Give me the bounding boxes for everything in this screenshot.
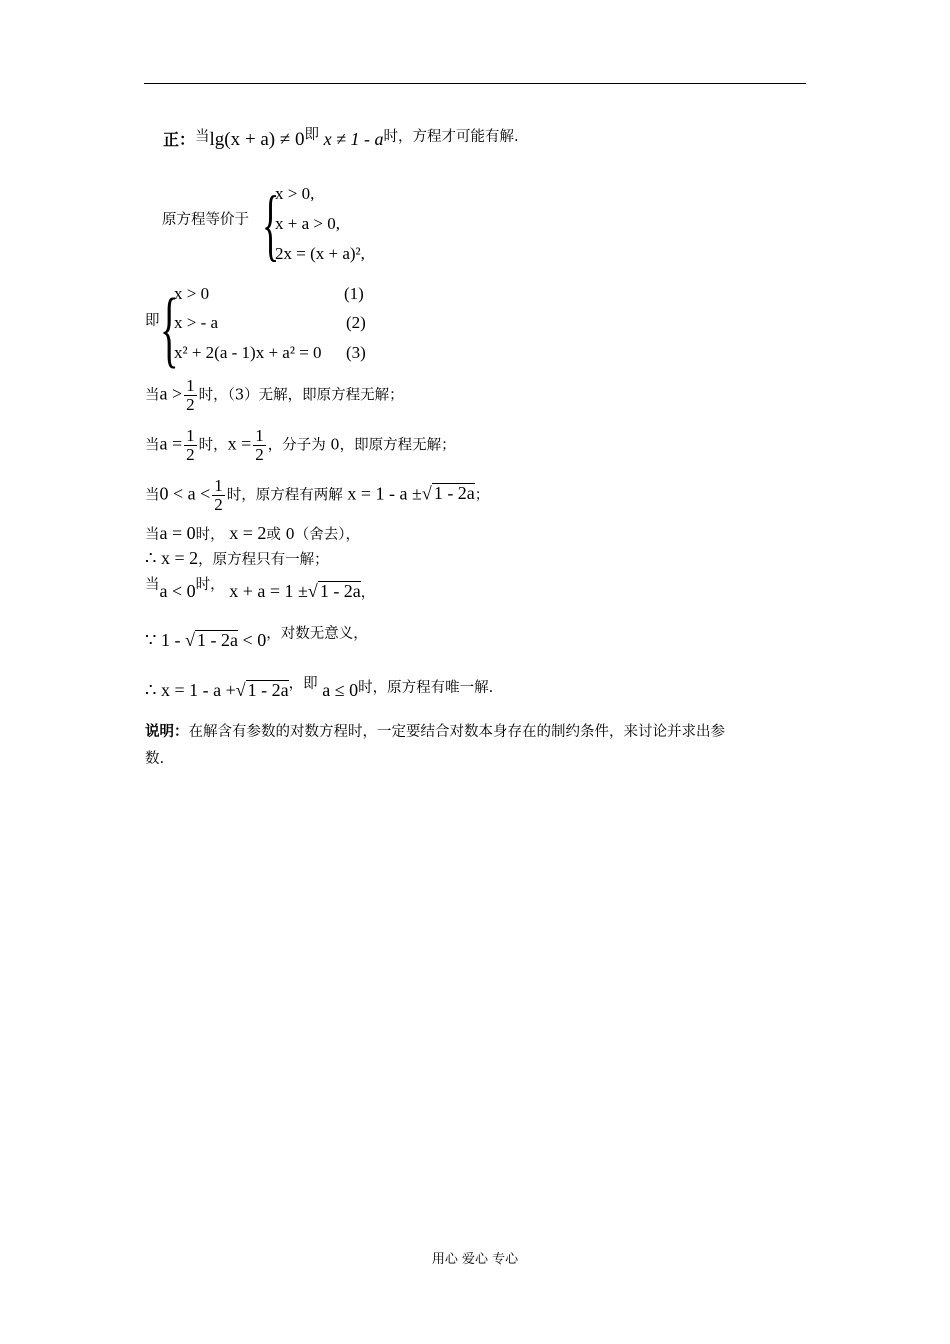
radicand: 1 - 2a [433,483,475,504]
case4-pre: 当 [145,527,160,543]
note-continuation: 数. [145,751,165,767]
case5-text: ，原方程只有一解； [198,552,329,568]
case1-pre: 当 [145,387,160,404]
system1-intro: 原方程等价于 [162,212,249,228]
case-7: ∵ 1 - √ 1 - 2a < 0，对数无意义， [145,626,368,650]
radicand: 1 - 2a [319,581,361,601]
case-3: 当0 < a < $\frac{1}{2}$ 时，原方程有两解 x = 1 - a ±√ 1 - 2a； [145,476,490,514]
system1-row: 2x = (x + a)², [275,244,365,263]
case3-pre: 当 [145,487,160,504]
case7-text: ，对数无意义， [266,626,368,642]
case1-math: a > [159,383,183,404]
x-condition: x ≠ 1 - a [323,129,384,149]
case5-math: ∴ x = 2 [145,548,199,568]
case3-math2: x = 1 - a ± [347,483,422,504]
fraction: $\frac{1}{2}$ [214,476,223,514]
case7-math: ∵ 1 - [145,630,181,650]
case2-pre: 当 [145,437,160,454]
case3-text: 时，原方程有两解 [226,487,343,504]
case-5 [145,549,329,568]
ji-word: 即 [304,127,320,143]
case8-math: ∴ x = 1 - a + [145,680,236,700]
when-word: 当 [195,129,210,145]
case-4 [145,524,360,543]
case6-end: ， [360,585,376,601]
line-correction [163,128,519,149]
equation-tag: (3) [346,343,366,362]
equation-tag: (2) [346,313,366,332]
radicand: 1 - 2a [196,630,238,650]
system2-intro: 即 [145,313,160,329]
case3-math: 0 < a < [159,483,211,504]
system2-row: x > - a [174,313,219,332]
case3-end: ； [474,487,490,504]
case4-text: 或 0（舍去）， [266,527,360,543]
case4-mid: 时， [195,527,225,543]
case2-math2: x = [227,433,252,454]
brace-2: { [160,280,179,376]
case1-text: 时，（3）无解，即原方程无解； [198,387,404,404]
correction-label: 正： [163,130,196,149]
page-footer: 用心 爱心 专心 [431,1252,519,1267]
case-1 [145,377,404,414]
fraction: $\frac{1}{2}$ [186,376,195,414]
case8-math2: a ≤ 0 [322,680,359,700]
case6-math2: x + a = 1 ± [229,581,308,601]
case6-mid: 时， [195,577,225,593]
case2-math: a = [159,433,183,454]
note [145,725,725,740]
case6-math: a < 0 [159,581,196,601]
case-8: ∴ x = 1 - a +√ 1 - 2a，即 a ≤ 0时，原方程有唯一解. [145,676,494,700]
case2-text: ，分子为 0，即原方程无解； [267,437,456,454]
header-rule [144,83,806,84]
case6-pre: 当 [145,577,160,593]
note-label: 说明： [145,723,189,740]
case-6: 当a < 0时， x + a = 1 ±√ 1 - 2a， [145,577,376,601]
system1-row: x > 0, [275,184,315,203]
radicand: 1 - 2a [247,680,289,700]
case7-math2: < 0 [242,630,267,650]
case-2 [145,427,456,464]
case8-text: 时，原方程有唯一解. [358,680,494,696]
line1-tail: 时，方程才可能有解. [383,129,519,145]
case8-mid: ，即 [288,676,318,692]
system1-row: x + a > 0, [275,214,340,233]
system2-row: x² + 2(a - 1)x + a² = 0 [174,343,322,362]
case4-math2: x = 2 [229,523,267,543]
fraction: $\frac{1}{2}$ [186,426,195,464]
fraction: $\frac{1}{2}$ [255,426,264,464]
case2-mid: 时， [198,437,228,454]
case4-math: a = 0 [159,523,196,543]
system2-row: x > 0 [174,284,210,303]
brace-1: { [262,181,280,269]
log-condition: lg(x + a) ≠ 0 [209,129,305,150]
note-text: 在解含有参数的对数方程时，一定要结合对数本身存在的制约条件，来讨论并求出参 [188,724,725,740]
equation-tag: (1) [344,284,364,303]
